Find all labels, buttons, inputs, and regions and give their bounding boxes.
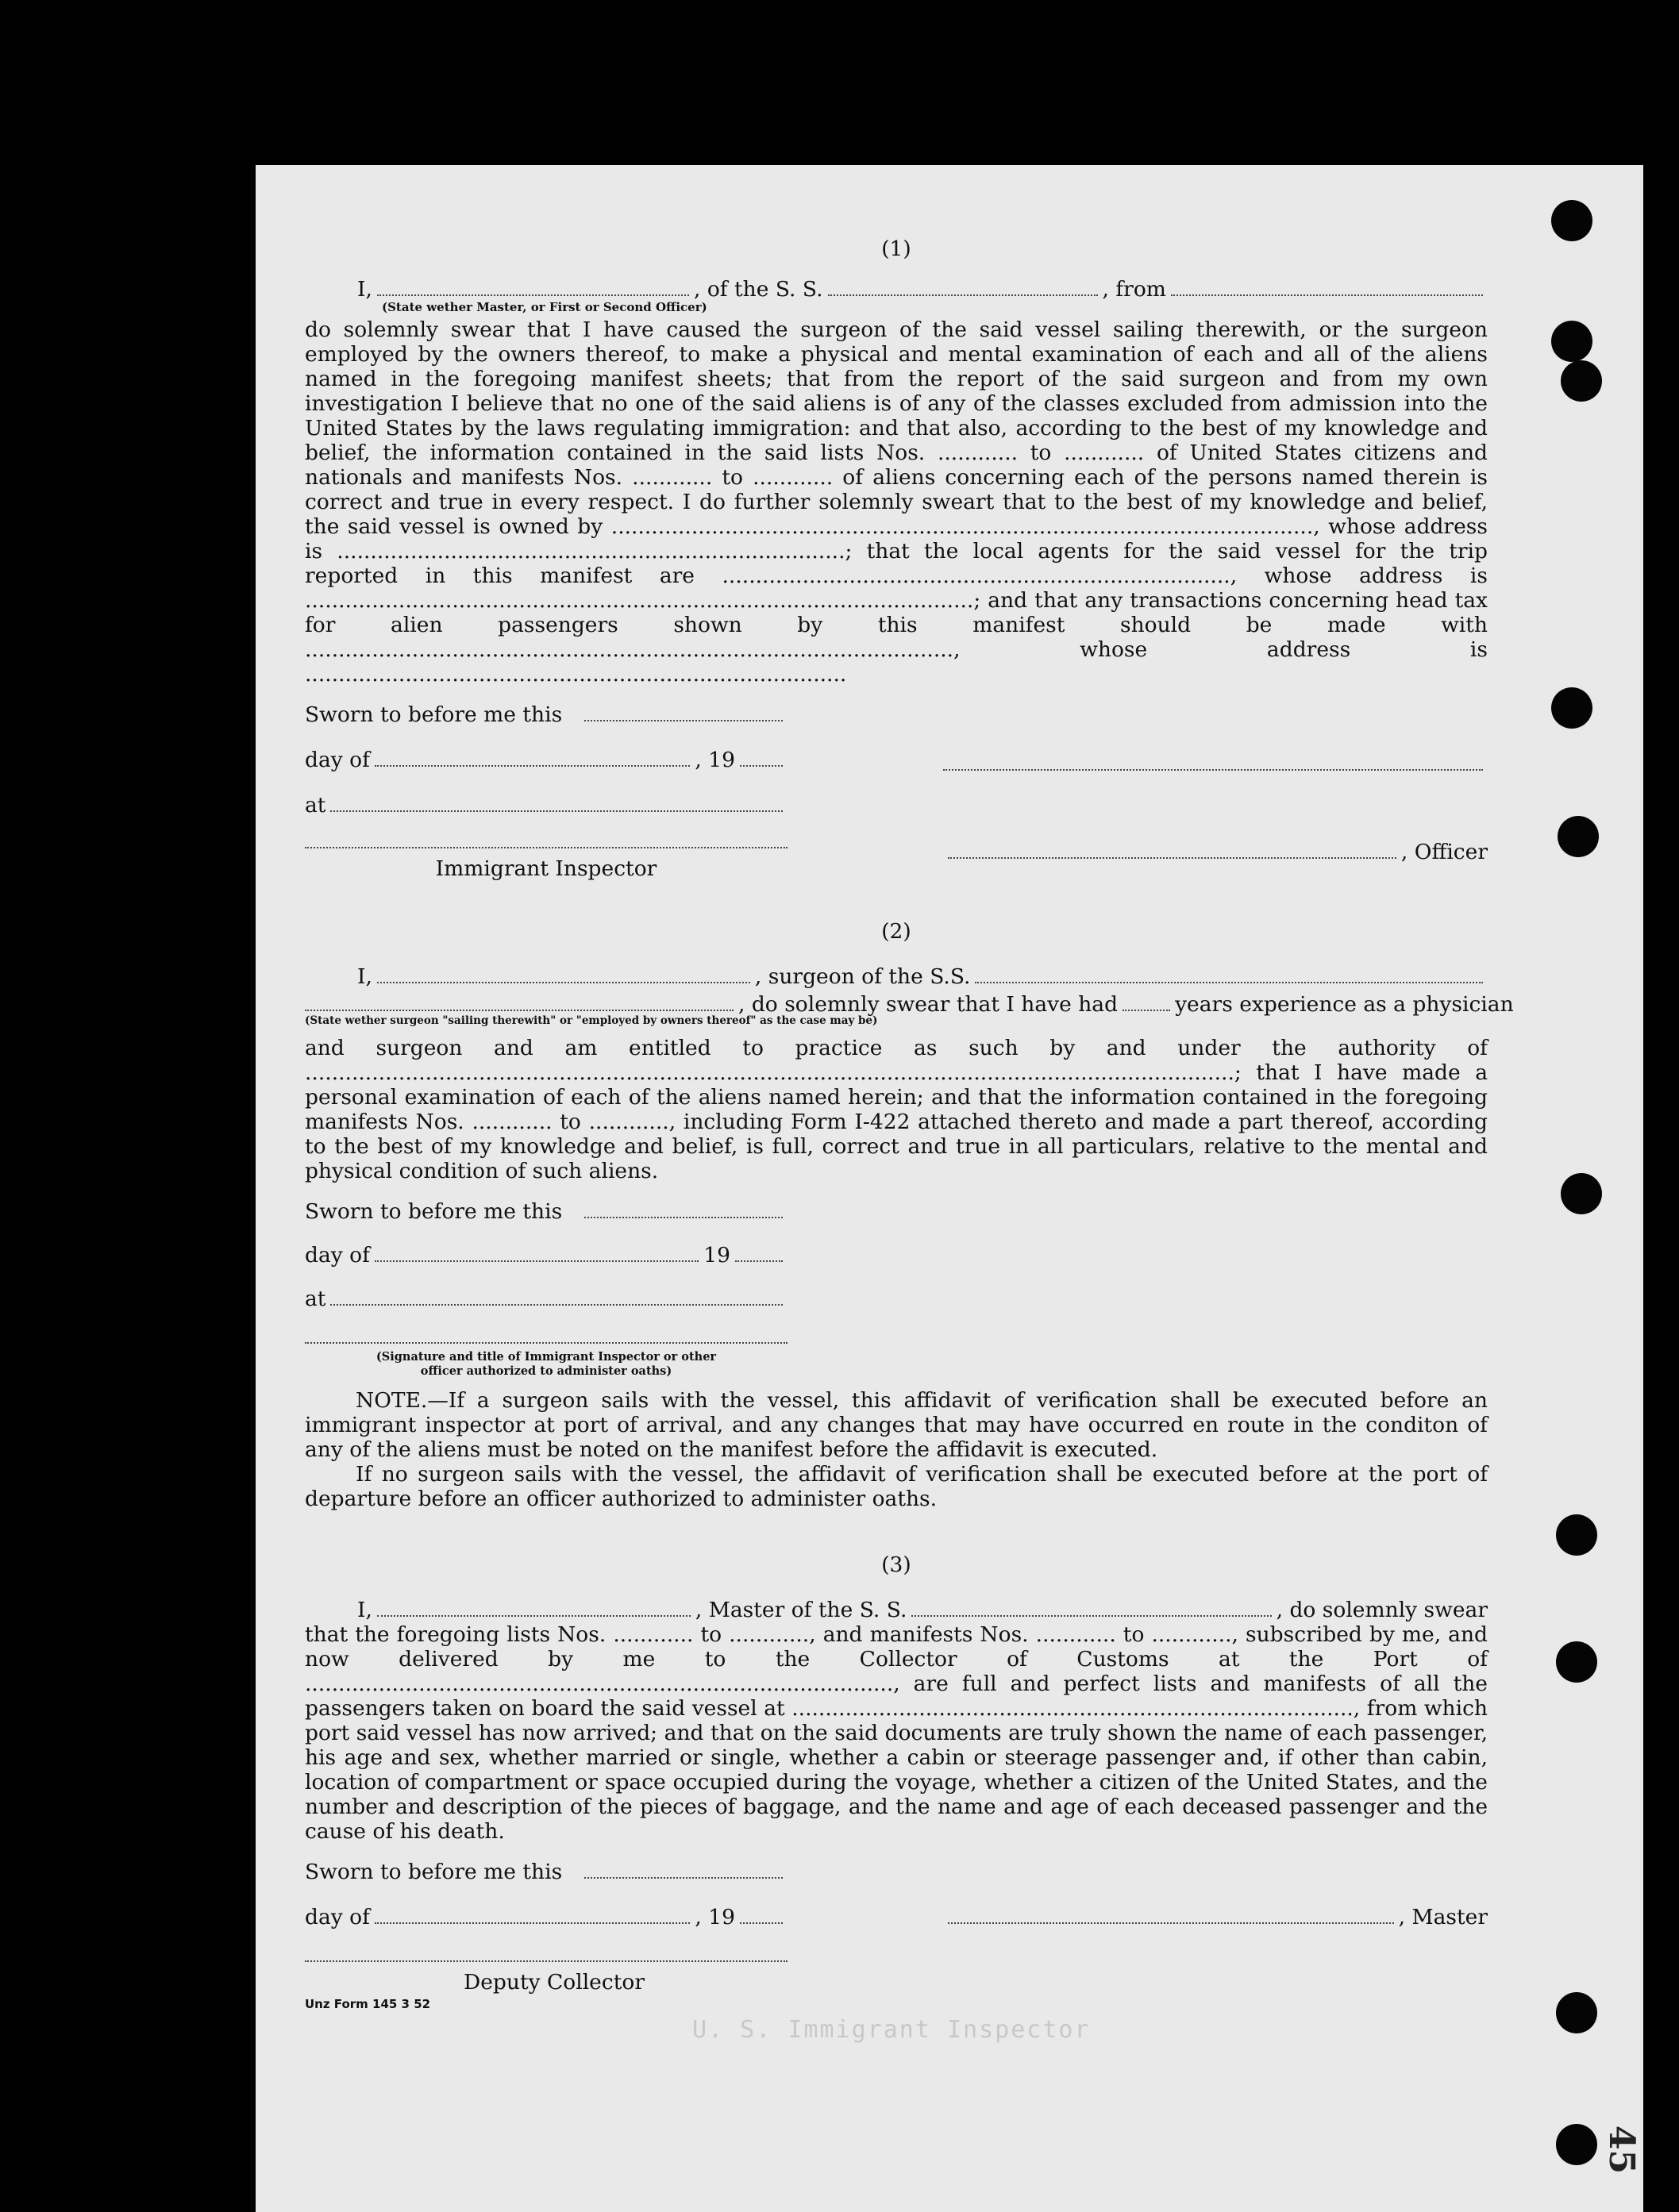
s2-sworn-line: Sworn to before me this: [305, 1199, 788, 1224]
punch-hole: [1551, 321, 1592, 362]
s2-swear-line: , do solemnly swear that I have had years experience as a physician: [305, 992, 1488, 1017]
s1-officer-line: [305, 277, 1488, 302]
vessel-name-field[interactable]: [828, 294, 1098, 296]
master-label: , Master: [1398, 1905, 1488, 1929]
punch-hole: [1558, 816, 1599, 857]
s3-sworn-field[interactable]: [584, 1876, 783, 1879]
s2-at-line: at: [305, 1287, 788, 1311]
s1-body: do solemnly swear that I have caused the surgeon of the said vessel sailing therewith, or the surgeon employed by the owners thereof, to make a physical and mental examination of each and all of the aliens named in the foregoing manifest sheets; that from the report of the said surgeon and from my own investigation I believe that no one of the said aliens is of any of the classes excluded from admission into the United States by the laws regulating immigration: and that also, according to the best of my knowledge and belief, the information contained in the said lists Nos. ............ to ............ of United States citizens and nationals and manifests Nos. ............ to ............ of aliens concerning each of the persons named therein is correct and true in every respect. I do further solemnly sweart that to the best of my knowledge and belief, the said vessel is owned by ........................................................................................................., whose address is ............................................................................; that the local agents for the said vessel for the trip reported in this manifest are ............................................................................, whose address is ....................................................................................................; and that any transactions concerning head tax for alien passengers shown by this manifest should be made with ................................................................................................., whose address is .................................................................................: [305, 317, 1488, 687]
years-field[interactable]: [1123, 1009, 1170, 1011]
s3-day-field[interactable]: [375, 1922, 691, 1924]
s1-sworn-line: Sworn to before me this: [305, 702, 788, 727]
s1-day-field[interactable]: [375, 764, 691, 767]
s1-ss-label: , of the S. S.: [693, 277, 823, 302]
punch-hole: [1556, 1514, 1597, 1556]
s1-officer-note: (State wether Master, or First or Second Officer): [382, 300, 707, 314]
deputy-collector-label: Deputy Collector: [464, 1970, 645, 1995]
s2-at-field[interactable]: [330, 1303, 783, 1306]
officer-name-field[interactable]: [377, 294, 689, 296]
master-signature-field[interactable]: [948, 1922, 1394, 1924]
s1-inspector-signature[interactable]: [305, 846, 788, 848]
note-paragraph-1: NOTE.—If a surgeon sails with the vessel, this affidavit of verification shall be executed before an immigrant inspector at port of arrival, and any changes that may have occurred en route in the conditon of any of the aliens must be noted on the manifest before the affidavit is executed.: [305, 1388, 1488, 1462]
faded-stamp: U. S. Immigrant Inspector: [692, 2016, 1091, 2044]
s3-body: that the foregoing lists Nos. ............ to ............, and manifests Nos. ............ to ............, subscribed by me, and now delivered by me to the Collector of Customs at the Port of ........................................................................................, are full and perfect lists and manifests of all the passengers taken on board the said vessel at ...................................................................................., from which port said vessel has now arrived; and that on the said documents are truly shown the name of each passenger, his age and sex, whether married or single, whether a cabin or steerage passenger and, if other than cabin, location of compartment or space occupied during the voyage, whether a citizen of the United States, and the number and description of the pieces of baggage, and the name and age of each deceased passenger and the cause of his death.: [305, 1622, 1488, 1844]
s1-sworn-field[interactable]: [584, 719, 783, 721]
s2-sworn-field[interactable]: [584, 1216, 783, 1218]
form-page: [256, 165, 1643, 2212]
s2-surgeon-note: (State wether surgeon "sailing therewith" or "employed by owners thereof" as the case may be): [305, 1014, 878, 1027]
s3-sworn-line: Sworn to before me this: [305, 1860, 788, 1884]
section-1-number: (1): [881, 237, 911, 261]
s1-year-field[interactable]: [740, 764, 783, 767]
s1-officer-signature[interactable]: [943, 768, 1483, 771]
from-port-field[interactable]: [1171, 294, 1483, 296]
master-name-field[interactable]: [377, 1614, 691, 1617]
s1-sworn-block: [305, 702, 1488, 881]
s3-year-field[interactable]: [740, 1922, 783, 1924]
s2-surgeon-line: I, , surgeon of the S.S.: [305, 964, 1488, 989]
s1-at-field[interactable]: [330, 810, 783, 812]
s3-day-line: day of , 19: [305, 1905, 788, 1929]
form-number: Unz Form 145 3 52: [305, 1997, 431, 2011]
s3-vessel-field[interactable]: [911, 1614, 1271, 1617]
s2-signature-note-2: officer authorized to administer oaths): [420, 1364, 672, 1378]
s2-day-field[interactable]: [375, 1260, 699, 1262]
punch-hole: [1551, 687, 1592, 729]
s3-master-line: I, , Master of the S. S. , do solemnly swear: [357, 1598, 1488, 1622]
s2-body: and surgeon and am entitled to practice as such by and under the authority of ...........................................................................................................................................; that I have made a personal examination of each of the aliens named herein; and that the information contained in the foregoing manifests Nos. ............ to ............, including Form I-422 attached thereto and made a part thereof, according to the best of my knowledge and belief, is full, correct and true in all particulars, relative to the mental and physical condition of such aliens.: [305, 1036, 1488, 1183]
punch-hole: [1556, 1992, 1597, 2033]
s1-day-line: day of , 19: [305, 748, 788, 772]
surgeon-name-field[interactable]: [377, 981, 750, 983]
officer-label: , Officer: [1400, 840, 1488, 864]
section-2-number: (2): [881, 919, 911, 944]
form-content: [305, 237, 1514, 1995]
s2-year-field[interactable]: [735, 1260, 783, 1262]
punch-hole: [1556, 2124, 1597, 2165]
s3-sworn-block: [305, 1860, 1488, 1995]
surgeon-type-field[interactable]: [305, 1009, 734, 1011]
punch-hole: [1556, 1641, 1597, 1683]
s2-vessel-field[interactable]: [975, 981, 1483, 983]
s2-signature-field[interactable]: [305, 1341, 788, 1344]
immigrant-inspector-label: Immigrant Inspector: [435, 856, 657, 881]
s1-at-line: at: [305, 793, 788, 817]
s1-officer-title-field[interactable]: [948, 856, 1396, 859]
s1-from-label: , from: [1102, 277, 1166, 302]
s2-sworn-block: [305, 1199, 1488, 1379]
section-3-number: (3): [881, 1552, 911, 1577]
s2-signature-note-1: (Signature and title of Immigrant Inspector or other: [375, 1350, 717, 1364]
punch-hole: [1561, 360, 1602, 402]
handwritten-page-number: 45: [1601, 2125, 1642, 2175]
deputy-collector-signature[interactable]: [305, 1960, 788, 1962]
note-paragraph-2: If no surgeon sails with the vessel, the affidavit of verification shall be executed before at the port of departure before an officer authorized to administer oaths.: [305, 1462, 1488, 1511]
s1-i-label: I,: [357, 277, 372, 302]
punch-hole: [1561, 1173, 1602, 1214]
s2-day-line: day of 19: [305, 1243, 788, 1268]
punch-hole: [1551, 200, 1592, 241]
